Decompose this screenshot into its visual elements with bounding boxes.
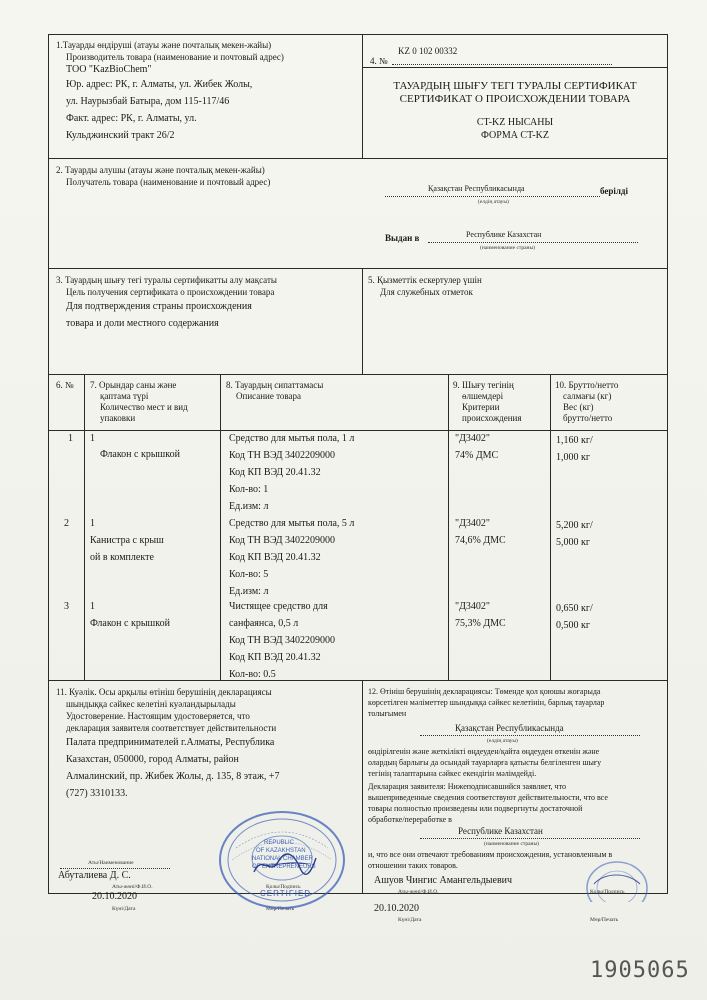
col7-header-ru2: упаковки [100, 413, 136, 423]
dotted-line [428, 242, 638, 243]
item-desc: Код ТН ВЭД 3402209000 [229, 535, 336, 546]
item-criterion-share: 75,3% ДМС [455, 618, 506, 629]
box12-country-kz: Қазақстан Республикасында [455, 723, 564, 733]
dotted-line [420, 735, 640, 736]
item-criterion: "Д3402" [455, 433, 490, 444]
col10-header-ru1: Вес (кг) [563, 402, 594, 412]
box12-line: и, что все они отвечают требованиям происхождения, установленным в [368, 850, 613, 859]
box12-sub-kz: (елдің атауы) [487, 738, 518, 744]
issued-label-ru: Выдан в [385, 233, 420, 243]
item-weight-gross: 5,200 кг/ [556, 520, 593, 531]
box12-signer: Ашуов Чингис Амангельдыевич [374, 875, 513, 886]
dotted-line [60, 868, 170, 869]
chamber-address: Казахстан, 050000, город Алматы, район [66, 754, 239, 765]
col8-header-ru: Описание товара [236, 391, 302, 401]
box12-line: өндірілгенін және жеткілікті өңдеуден/қайта өңдеуден өткенін және [368, 747, 600, 756]
item-weight-net: 0,500 кг [556, 620, 590, 631]
item-desc: Кол-во: 0.5 [229, 669, 276, 680]
box11-date: 20.10.2020 [92, 891, 137, 902]
seal-text: CERTIFIED [260, 889, 312, 898]
divider [362, 680, 363, 894]
issued-label-kz: берілді [600, 186, 628, 196]
item-pack: Флакон с крышкой [90, 618, 170, 629]
producer-legal-address: Юр. адрес: РК, г. Алматы, ул. Жибек Жолы, [66, 79, 253, 90]
col7-header-kz1: 7. Орындар саны және [90, 380, 177, 390]
producer-legal-address-cont: ул. Наурызбай Батыра, дом 115-117/46 [66, 96, 230, 107]
item-desc: Ед.изм: л [229, 586, 269, 597]
item-qty: 1 [90, 518, 95, 529]
box1-title-kz: 1.Тауарды өндіруші (атауы және почталық мекен-жайы) [56, 40, 272, 50]
box12-line: толығымен [368, 709, 407, 718]
item-weight-gross: 0,650 кг/ [556, 603, 593, 614]
item-weight-net: 5,000 кг [556, 537, 590, 548]
item-number: 3 [64, 601, 69, 612]
item-criterion-share: 74,6% ДМС [455, 535, 506, 546]
item-desc: Ед.изм: л [229, 501, 269, 512]
producer-fact-address: Факт. адрес: РК, г. Алматы, ул. [66, 113, 197, 124]
purpose-line1: Для подтверждения страны происхождения [66, 301, 252, 312]
box12-line: олардың барлығы да осындай тауарларға қатысты белгіленген шығу [368, 758, 602, 767]
col10-header-kz1: 10. Брутто/нетто [555, 380, 619, 390]
box12-line: вышеприведенные сведения соответствуют действительности, что все [368, 793, 608, 802]
item-criterion: "Д3402" [455, 518, 490, 529]
item-desc: санфаянса, 0,5 л [229, 618, 299, 629]
box4-form-kz: CT-KZ НЫСАНЫ [476, 117, 554, 128]
item-criterion-share: 74% ДМС [455, 450, 499, 461]
item-desc: Код КП ВЭД 20.41.32 [229, 552, 321, 563]
col7-header-ru1: Количество мест и вид [100, 402, 188, 412]
item-weight-net: 1,000 кг [556, 452, 590, 463]
item-qty: 1 [90, 601, 95, 612]
box12-line: тегінің талаптарына сәйкес екендігін мәлімдейді. [368, 769, 537, 778]
box4-title-kz: ТАУАРДЫҢ ШЫҒУ ТЕГІ ТУРАЛЫ СЕРТИФИКАТ [393, 80, 637, 92]
box4-num-label: 4. № [370, 56, 388, 66]
item-criterion: "Д3402" [455, 601, 490, 612]
divider [220, 374, 221, 680]
col9-header-kz2: өлшемдері [462, 391, 504, 401]
seal-text: NATIONAL CHAMBER [252, 856, 314, 862]
box12-mp-sub: Мөр/Печать [590, 917, 619, 923]
box3-title-ru: Цель получения сертификата о происхождении товара [66, 287, 275, 297]
box12-date: 20.10.2020 [374, 903, 419, 914]
certificate-number: KZ 0 102 00332 [398, 46, 458, 56]
item-desc: Код ТН ВЭД 3402209000 [229, 635, 336, 646]
box12-sub-ru: (наименование страны) [484, 841, 540, 847]
dotted-line [392, 64, 612, 65]
box12-date-sub: Күні/Дата [398, 917, 422, 923]
dotted-line [385, 196, 600, 197]
box2-title-kz: 2. Тауарды алушы (атауы және почталық мекен-жайы) [56, 165, 265, 175]
box12-line: көрсетілген мәліметтер шындыққа сәйкес келетінін, барлық тауарлар [368, 698, 605, 707]
col9-header-kz1: 9. Шығу тегінің [453, 380, 514, 390]
col10-header-kz2: салмағы (кг) [563, 391, 612, 401]
box12-line: отношении таких товаров. [368, 861, 458, 870]
box11-line: 11. Куәлік. Осы арқылы өтініш берушінің декларациясы [56, 687, 272, 697]
col9-header-ru1: Критерии [462, 402, 500, 412]
box4-form-ru: ФОРМА CT-KZ [481, 130, 549, 141]
producer-company: ТОО "KazBioChem" [66, 64, 152, 75]
box5-title-ru: Для служебных отметок [380, 287, 473, 297]
box12-line: 12. Өтініш берушінің декларациясы: Төменде қол қоюшы жоғарыда [368, 687, 601, 696]
box12-line: обработке/переработке в [368, 815, 452, 824]
box11-mp-sub: Мөр/Печать [266, 906, 295, 912]
dotted-line [420, 838, 640, 839]
item-desc: Средство для мытья пола, 1 л [229, 433, 355, 444]
box11-signer: Абуталиева Д. С. [58, 870, 131, 881]
col6-header: 6. № [56, 380, 74, 390]
issued-country-ru: Республике Казахстан [466, 230, 542, 239]
box4-title-ru: СЕРТИФИКАТ О ПРОИСХОЖДЕНИИ ТОВАРА [399, 93, 631, 105]
chamber-address: (727) 3310133. [66, 788, 128, 799]
divider [362, 67, 668, 68]
box12-signer-sub: Аты-жөні/Ф.И.О. [398, 889, 439, 895]
box11-line: шындыққа сәйкес келетіні куәландырылады [66, 699, 236, 709]
issued-country-kz: Қазақстан Республикасында [428, 184, 525, 193]
item-number: 1 [68, 433, 73, 444]
item-pack: Флакон с крышкой [100, 449, 180, 460]
item-number: 2 [64, 518, 69, 529]
divider [48, 374, 668, 375]
box11-line: Удостоверение. Настоящим удостоверяется, что [66, 711, 250, 721]
chamber-address: Алмалинский, пр. Жибек Жолы, д. 135, 8 этаж, +7 [66, 771, 280, 782]
box5-title-kz: 5. Қызметтік ескертулер үшін [368, 275, 482, 285]
box2-title-ru: Получатель товара (наименование и почтовый адрес) [66, 177, 271, 187]
box11-signer-sub: Аты-жөні/Ф.И.О. [112, 884, 153, 890]
item-desc: Код КП ВЭД 20.41.32 [229, 652, 321, 663]
col8-header-kz: 8. Тауардың сипаттамасы [226, 380, 324, 390]
applicant-seal [584, 858, 650, 907]
box12-sign-sub: Қолы/Подпись [590, 889, 625, 895]
item-pack: Канистра с крыш [90, 535, 164, 546]
box12-line: Декларация заявителя: Нижеподписавшийся заявляет, что [368, 782, 566, 791]
producer-fact-address-cont: Кульджинский тракт 26/2 [66, 130, 175, 141]
seal-text: OF KAZAKHSTAN [256, 848, 306, 854]
divider [362, 268, 363, 374]
divider [84, 374, 85, 680]
issued-sub-ru: (наименование страны) [480, 245, 536, 251]
signature-mark [250, 850, 320, 885]
serial-number: 1905065 [590, 958, 690, 983]
box3-title-kz: 3. Тауардың шығу тегі туралы сертификатты алу мақсаты [56, 275, 277, 285]
divider [48, 268, 668, 269]
box12-country-ru: Республике Казахстан [458, 826, 543, 836]
box11-name-sub: Аты/Наименование [88, 860, 134, 866]
seal-text: OF ENTREPRENEURS [252, 864, 316, 870]
divider [448, 374, 449, 680]
item-desc: Чистящее средство для [229, 601, 328, 612]
col7-header-kz2: қаптама түрі [100, 391, 149, 401]
purpose-line2: товара и доли местного содержания [66, 318, 219, 329]
divider [48, 430, 668, 431]
chamber-address: Палата предпринимателей г.Алматы, Республика [66, 737, 275, 748]
divider [48, 680, 668, 681]
box1-title-ru: Производитель товара (наименование и почтовый адрес) [66, 52, 284, 62]
box11-date-sub: Күні/Дата [112, 906, 136, 912]
divider [48, 158, 668, 159]
item-qty: 1 [90, 433, 95, 444]
item-desc: Средство для мытья пола, 5 л [229, 518, 355, 529]
divider [550, 374, 551, 680]
item-weight-gross: 1,160 кг/ [556, 435, 593, 446]
col9-header-ru2: происхождения [462, 413, 522, 423]
col10-header-ru2: брутто/нетто [563, 413, 613, 423]
item-desc: Код ТН ВЭД 3402209000 [229, 450, 336, 461]
item-desc: Код КП ВЭД 20.41.32 [229, 467, 321, 478]
issued-sub-kz: (елдің атауы) [478, 199, 509, 205]
box12-line: товары полностью произведены или подвергнуты достаточной [368, 804, 583, 813]
seal-text: REPUBLIC [264, 840, 295, 846]
item-desc: Кол-во: 1 [229, 484, 269, 495]
box11-line: декларация заявителя соответствует действительности [66, 723, 277, 733]
item-pack: ой в комплекте [90, 552, 154, 563]
item-desc: Кол-во: 5 [229, 569, 269, 580]
box11-sign-sub: Қолы/Подпись [266, 884, 301, 890]
